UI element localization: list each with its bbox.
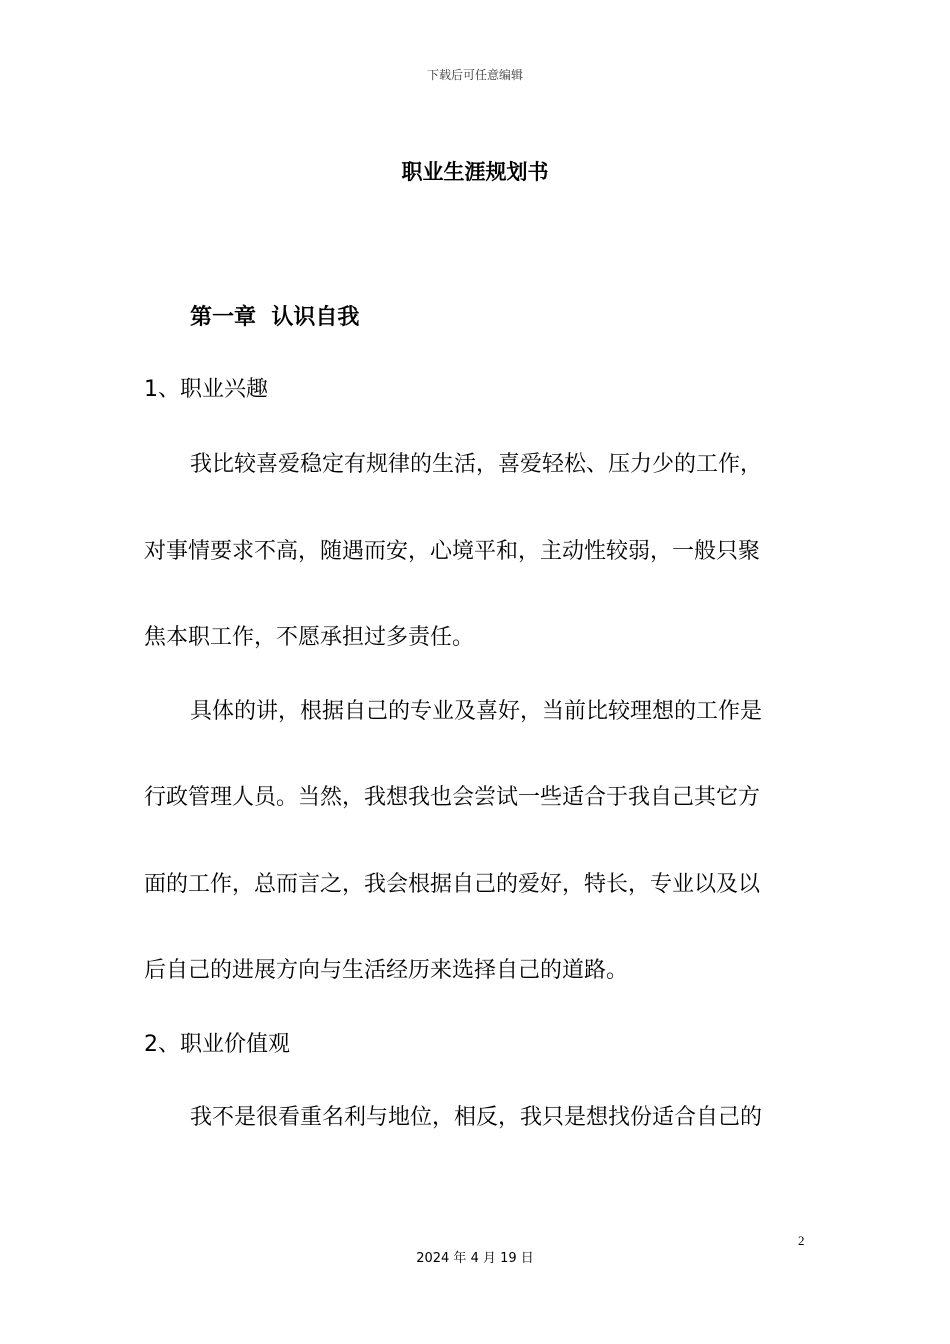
paragraph-line: 对事情要求不高，随遇而安，心境平和，主动性较弱，一般只聚 [144, 539, 761, 564]
paragraph-line: 面的工作，总而言之，我会根据自己的爱好，特长，专业以及以 [144, 872, 761, 897]
paragraph-line: 我比较喜爱稳定有规律的生活，喜爱轻松、压力少的工作， [190, 452, 763, 477]
footer-date: 2024 年 4 月 19 日 [416, 1251, 534, 1266]
paragraph-line: 行政管理人员。当然，我想我也会尝试一些适合于我自己其它方 [144, 785, 761, 810]
document-title: 职业生涯规划书 [401, 160, 549, 184]
header-note: 下载后可任意编辑 [426, 68, 523, 82]
paragraph-line: 具体的讲，根据自己的专业及喜好，当前比较理想的工作是 [190, 699, 763, 724]
paragraph-line: 焦本职工作，不愿承担过多责任。 [144, 625, 475, 650]
section-heading-career-values: 2、职业价值观 [144, 1032, 290, 1057]
page-number: 2 [798, 1233, 805, 1248]
section-heading-career-interest: 1、职业兴趣 [144, 377, 268, 402]
paragraph-line: 我不是很看重名利与地位，相反，我只是想找份适合自己的 [190, 1105, 763, 1130]
paragraph-line: 后自己的进展方向与生活经历来选择自己的道路。 [144, 958, 629, 983]
chapter-title: 第一章 认识自我 [190, 305, 360, 330]
